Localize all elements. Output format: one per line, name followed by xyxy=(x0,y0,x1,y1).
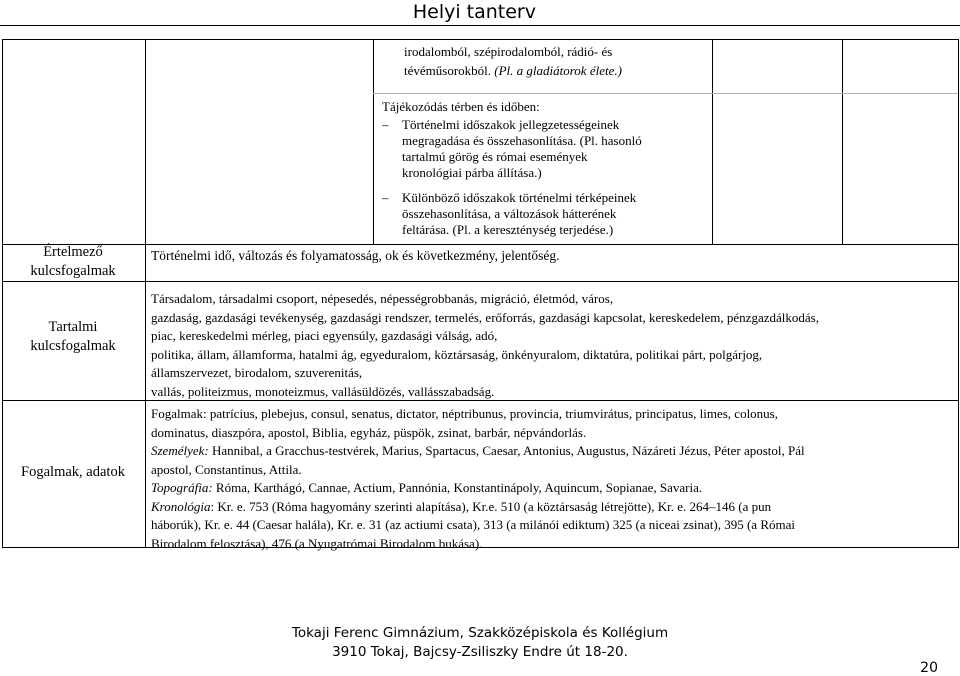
label-column-divider xyxy=(145,39,146,548)
topografia-line: Topográfia: Róma, Karthágó, Cannae, Actium, Pannónia, Konstantinápoly, Aquincum, Sopianae, Savaria. xyxy=(151,480,703,495)
footer-school-name: Tokaji Ferenc Gimnázium, Szakközépiskola és Kollégium xyxy=(291,625,669,641)
fogalmak-content xyxy=(151,405,805,553)
top-inner-divider-mid xyxy=(712,39,713,244)
header-title: Helyi tanterv xyxy=(412,1,536,23)
tartalmi-line: államszervezet, birodalom, szuverenitás, xyxy=(151,365,363,380)
orientation-item-1: – Történelmi időszakok jellegzetességeinek megragadása és összehasonlítása. (Pl. hasonló tartalmú görög és római események kronológiai párba állítása.) xyxy=(382,117,642,180)
kronologia-line-1: Kronológia: Kr. e. 753 (Róma hagyomány szerinti alapítása), Kr.e. 510 (a köztársaság létrejötte), Kr. e. 264–146 (a pun xyxy=(151,498,772,514)
label-tartalmi-kulcsfogalmak: Tartalmi kulcsfogalmak xyxy=(30,319,116,354)
header-rule xyxy=(0,25,960,26)
page-number: 20 xyxy=(920,660,938,676)
label-fogalmak-adatok: Fogalmak, adatok xyxy=(21,464,125,480)
top-inner-divider-left xyxy=(373,39,374,244)
top-inner-divider-right xyxy=(842,39,843,244)
tartalmi-content xyxy=(151,290,819,401)
tartalmi-line: vallás, politeizmus, monoteizmus, vallásüldözés, vallásszabadság. xyxy=(151,383,495,399)
fogalmak-line-1: Fogalmak: patrícius, plebejus, consul, senatus, dictator, néptribunus, provincia, triumvirátus, principatus, limes, colonus, xyxy=(151,406,778,421)
tartalmi-line: politika, állam, államforma, hatalmi ág, egyeduralom, köztársaság, önkényuralom, diktatúra, politikai párt, polgárjog, xyxy=(151,346,763,362)
tartalmi-line: gazdaság, gazdasági tevékenység, gazdasági rendszer, termelés, erőforrás, gazdasági kapcsolat, kereskedelem, pénzgazdálkodás, xyxy=(151,309,819,325)
top-row-separator xyxy=(373,93,958,94)
szemelyek-line-2: apostol, Constantinus, Attila. xyxy=(151,461,302,477)
fogalmak-line-2: dominatus, diaszpóra, apostol, Biblia, egyház, püspök, zsinat, barbár, népvándorlás. xyxy=(151,424,587,440)
dash-bullet: – xyxy=(382,117,389,132)
continuation-line-2: tévéműsorokból. (Pl. a gladiátorok élete.) xyxy=(404,63,622,78)
orientation-item-2: – Különböző időszakok történelmi térképeinek összehasonlítása, a változások hátterének feltárása. (Pl. a kereszténység terjedése.) xyxy=(382,190,637,237)
tartalmi-line: Társadalom, társadalmi csoport, népesedés, népességrobbanás, migráció, életmód, város, xyxy=(151,291,614,306)
label-ertelmezo-kulcsfogalmak: Értelmező kulcsfogalmak xyxy=(30,244,116,279)
szemelyek-line-1: Személyek: Hannibal, a Gracchus-testvérek, Marius, Spartacus, Caesar, Antonius, Augustus, Názáreti Jézus, Péter apostol, Pál xyxy=(151,443,805,458)
tartalmi-line: piac, kereskedelmi mérleg, piaci egyensúly, gazdasági válság, adó, xyxy=(151,328,498,343)
ertelmezo-content: Történelmi idő, változás és folyamatosság, ok és következmény, jelentőség. xyxy=(151,248,560,263)
row-separator-2 xyxy=(2,281,959,282)
orientation-heading: Tájékozódás térben és időben: xyxy=(382,99,540,114)
kronologia-line-2: háborúk), Kr. e. 44 (Caesar halála), Kr. e. 31 (az actiumi csata), 313 (a milánói ediktum) 325 (a niceai zsinat), 395 (a Római xyxy=(151,517,795,532)
kronologia-line-3: Birodalom felosztása), 476 (a Nyugatrómai Birodalom bukása). xyxy=(151,535,483,551)
footer-address: 3910 Tokaj, Bajcsy-Zsiliszky Endre út 18-20. xyxy=(332,644,628,660)
continuation-line-1: irodalomból, szépirodalomból, rádió- és xyxy=(404,44,613,59)
page-header xyxy=(0,0,960,26)
dash-bullet: – xyxy=(382,190,389,205)
row-separator-1 xyxy=(2,244,959,245)
table-border-right xyxy=(958,39,959,548)
